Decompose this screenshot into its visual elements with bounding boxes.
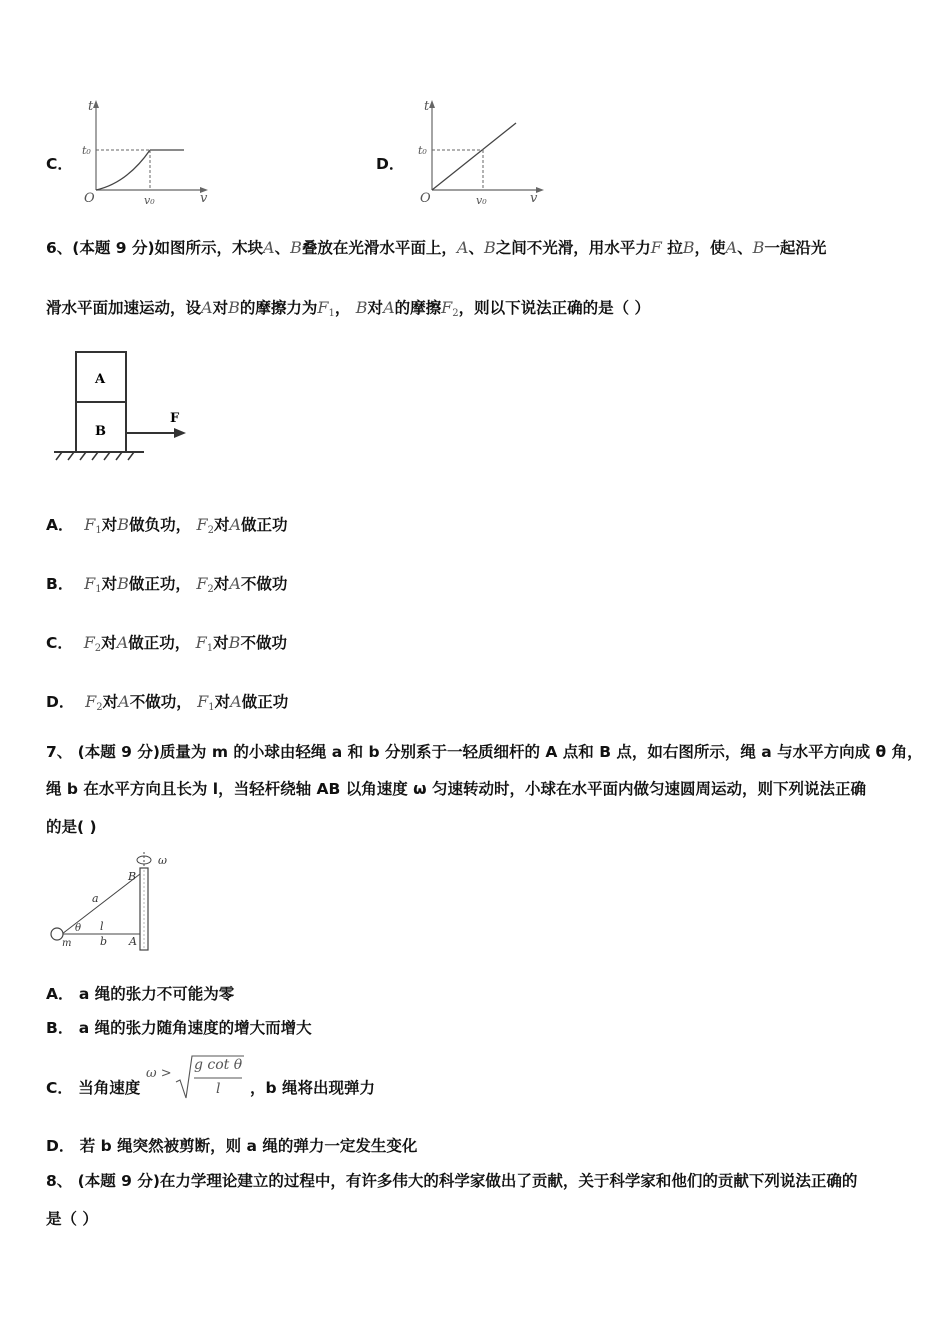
svg-text:A: A [95,372,106,387]
svg-text:B: B [95,424,106,439]
option-d-label: D． [376,155,405,173]
q6-stem-line1: 6、(本题 9 分)如图所示，木块A、B叠放在光滑水平面上，A、B之间不光滑，用水平力F 拉B，使A、B一起沿光 [46,238,827,257]
svg-text:v: v [200,191,208,206]
svg-text:t₀: t₀ [82,144,91,157]
q6-block-diagram [52,350,192,465]
svg-text:ω: ω [158,854,167,867]
q7-stem-line1: 7、 (本题 9 分)质量为 m 的小球由轻绳 a 和 b 分别系于一轻质细杆的 A 点和 B 点，如右图所示，绳 a 与水平方向成 θ 角， [46,743,923,761]
svg-text:O: O [420,191,431,206]
svg-text:l: l [100,920,104,933]
svg-text:t: t [88,99,94,114]
graph-d [418,98,548,208]
svg-text:B: B [128,870,137,883]
q6-option-a[interactable]: A． $F_1$对B做负功， $F_2$对A做正功 [46,515,288,536]
svg-text:b: b [100,935,108,948]
svg-text:t₀: t₀ [418,144,427,157]
graph-c [82,98,212,208]
svg-text:v₀: v₀ [144,194,155,207]
svg-text:m: m [62,938,72,949]
q7-rod-diagram [48,852,178,952]
q7-option-d[interactable]: D． 若 b 绳突然被剪断，则 a 绳的弹力一定发生变化 [46,1137,418,1155]
svg-text:v: v [530,191,538,206]
q6-stem-line2: 滑水平面加速运动，设A对B的摩擦力为$F_1$， B对A的摩擦$F_2$，则以下说法正确的是（ ） [46,298,651,319]
q6-option-d[interactable]: D． $F_2$对A不做功， $F_1$对A做正功 [46,692,289,713]
q8-stem-line1: 8、 (本题 9 分)在力学理论建立的过程中，有许多伟大的科学家做出了贡献，关于科学家和他们的贡献下列说法正确的 [46,1172,858,1190]
svg-text:t: t [424,99,430,114]
q6-option-b[interactable]: B． $F_1$对B做正功， $F_2$对A不做功 [46,574,288,595]
svg-text:F: F [170,411,180,426]
q7-stem-line3: 的是( ) [46,818,97,836]
q7-stem-line2: 绳 b 在水平方向且长为 l，当轻杆绕轴 AB 以角速度 ω 匀速转动时，小球在水平面内做匀速圆周运动，则下列说法正确 [46,780,866,798]
svg-text:a: a [92,892,99,905]
svg-text:A: A [129,935,137,948]
q6-option-c[interactable]: C． $F_2$对A做正功， $F_1$对B不做功 [46,633,287,654]
svg-text:v₀: v₀ [476,194,487,207]
svg-text:O: O [84,191,95,206]
q8-stem-line2: 是（ ） [46,1210,98,1228]
option-c-label: C． [46,155,73,173]
svg-text:θ: θ [75,923,82,934]
q7-option-b[interactable]: B． a 绳的张力随角速度的增大而增大 [46,1019,312,1037]
q7-option-a[interactable]: A． a 绳的张力不可能为零 [46,985,235,1003]
